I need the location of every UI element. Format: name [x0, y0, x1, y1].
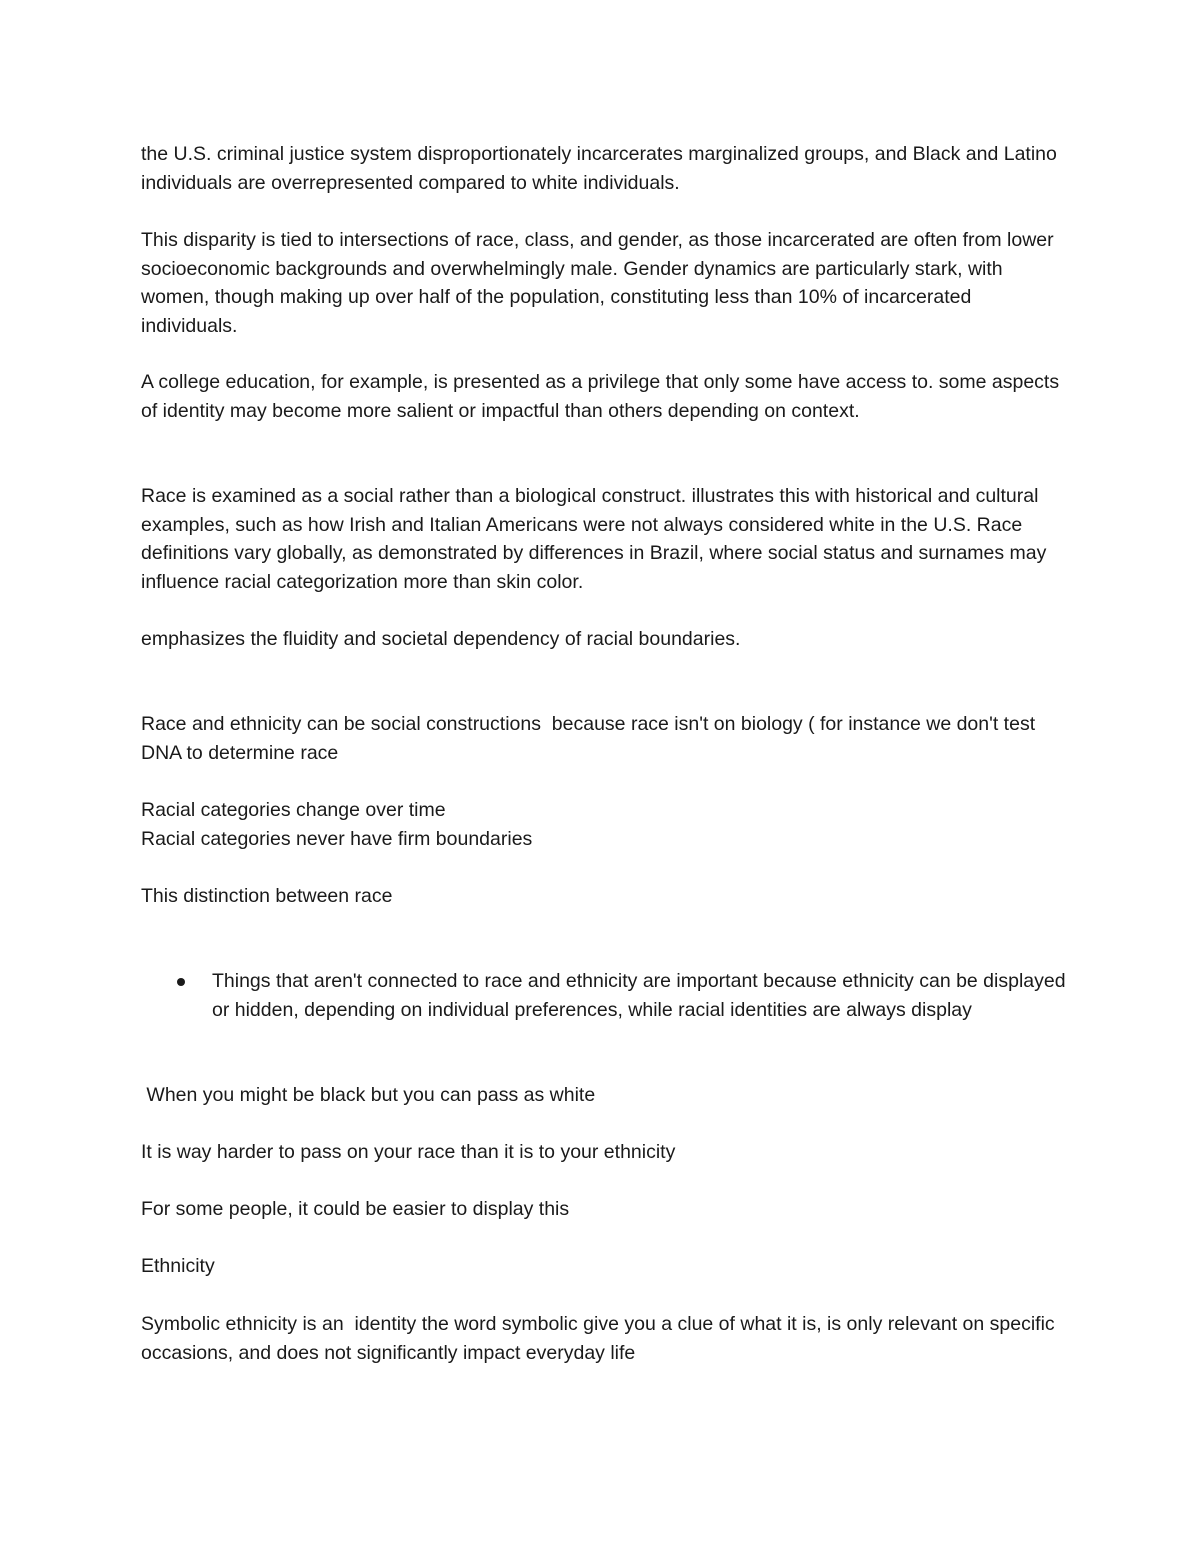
paragraph-criminal-justice: the U.S. criminal justice system disproportionately incarcerates marginalized groups, and Black and Latino individuals are overrepresented compared to white individuals. [141, 143, 1063, 194]
paragraph-disparity: This disparity is tied to intersections of race, class, and gender, as those incarcerated are often from lower socioeconomic backgrounds and overwhelmingly male. Gender dynamics are particularly stark, with women, though making up over half of the population, constituting less than 10% of incarcerated individuals. [141, 229, 1060, 337]
paragraph-racial-categories: Racial categories change over time Racial categories never have firm boundaries [141, 799, 533, 850]
paragraph-easier-to-display: For some people, it could be easier to display this [141, 1198, 570, 1220]
paragraph-pass-as-white: When you might be black but you can pass as white [141, 1084, 596, 1106]
bullet-dot-icon [177, 978, 185, 986]
paragraph-college-education: A college education, for example, is presented as a privilege that only some have access to. some aspects of identity may become more salient or impactful than others depending on context. [141, 371, 1065, 422]
paragraph-social-constructions: Race and ethnicity can be social constructions because race isn't on biology ( for instance we don't test DNA to determine race [141, 713, 1041, 764]
paragraph-fluidity: emphasizes the fluidity and societal dependency of racial boundaries. [141, 628, 741, 650]
paragraph-ethnicity-heading: Ethnicity [141, 1255, 215, 1277]
bullet-text: Things that aren't connected to race and ethnicity are important because ethnicity can be displayed or hidden, depending on individual preferences, while racial identities are always display [212, 970, 1071, 1021]
paragraph-harder-to-pass: It is way harder to pass on your race than it is to your ethnicity [141, 1141, 676, 1163]
paragraph-symbolic-ethnicity: Symbolic ethnicity is an identity the word symbolic give you a clue of what it is, is only relevant on specific occasions, and does not significantly impact everyday life [141, 1313, 1061, 1364]
paragraph-race-social-construct: Race is examined as a social rather than a biological construct. illustrates this with historical and cultural examples, such as how Irish and Italian Americans were not always considered white in the U.S. Race definitions vary globally, as demonstrated by differences in Brazil, where social status and surnames may influence racial categorization more than skin color. [141, 485, 1052, 593]
paragraph-distinction: This distinction between race [141, 885, 393, 907]
